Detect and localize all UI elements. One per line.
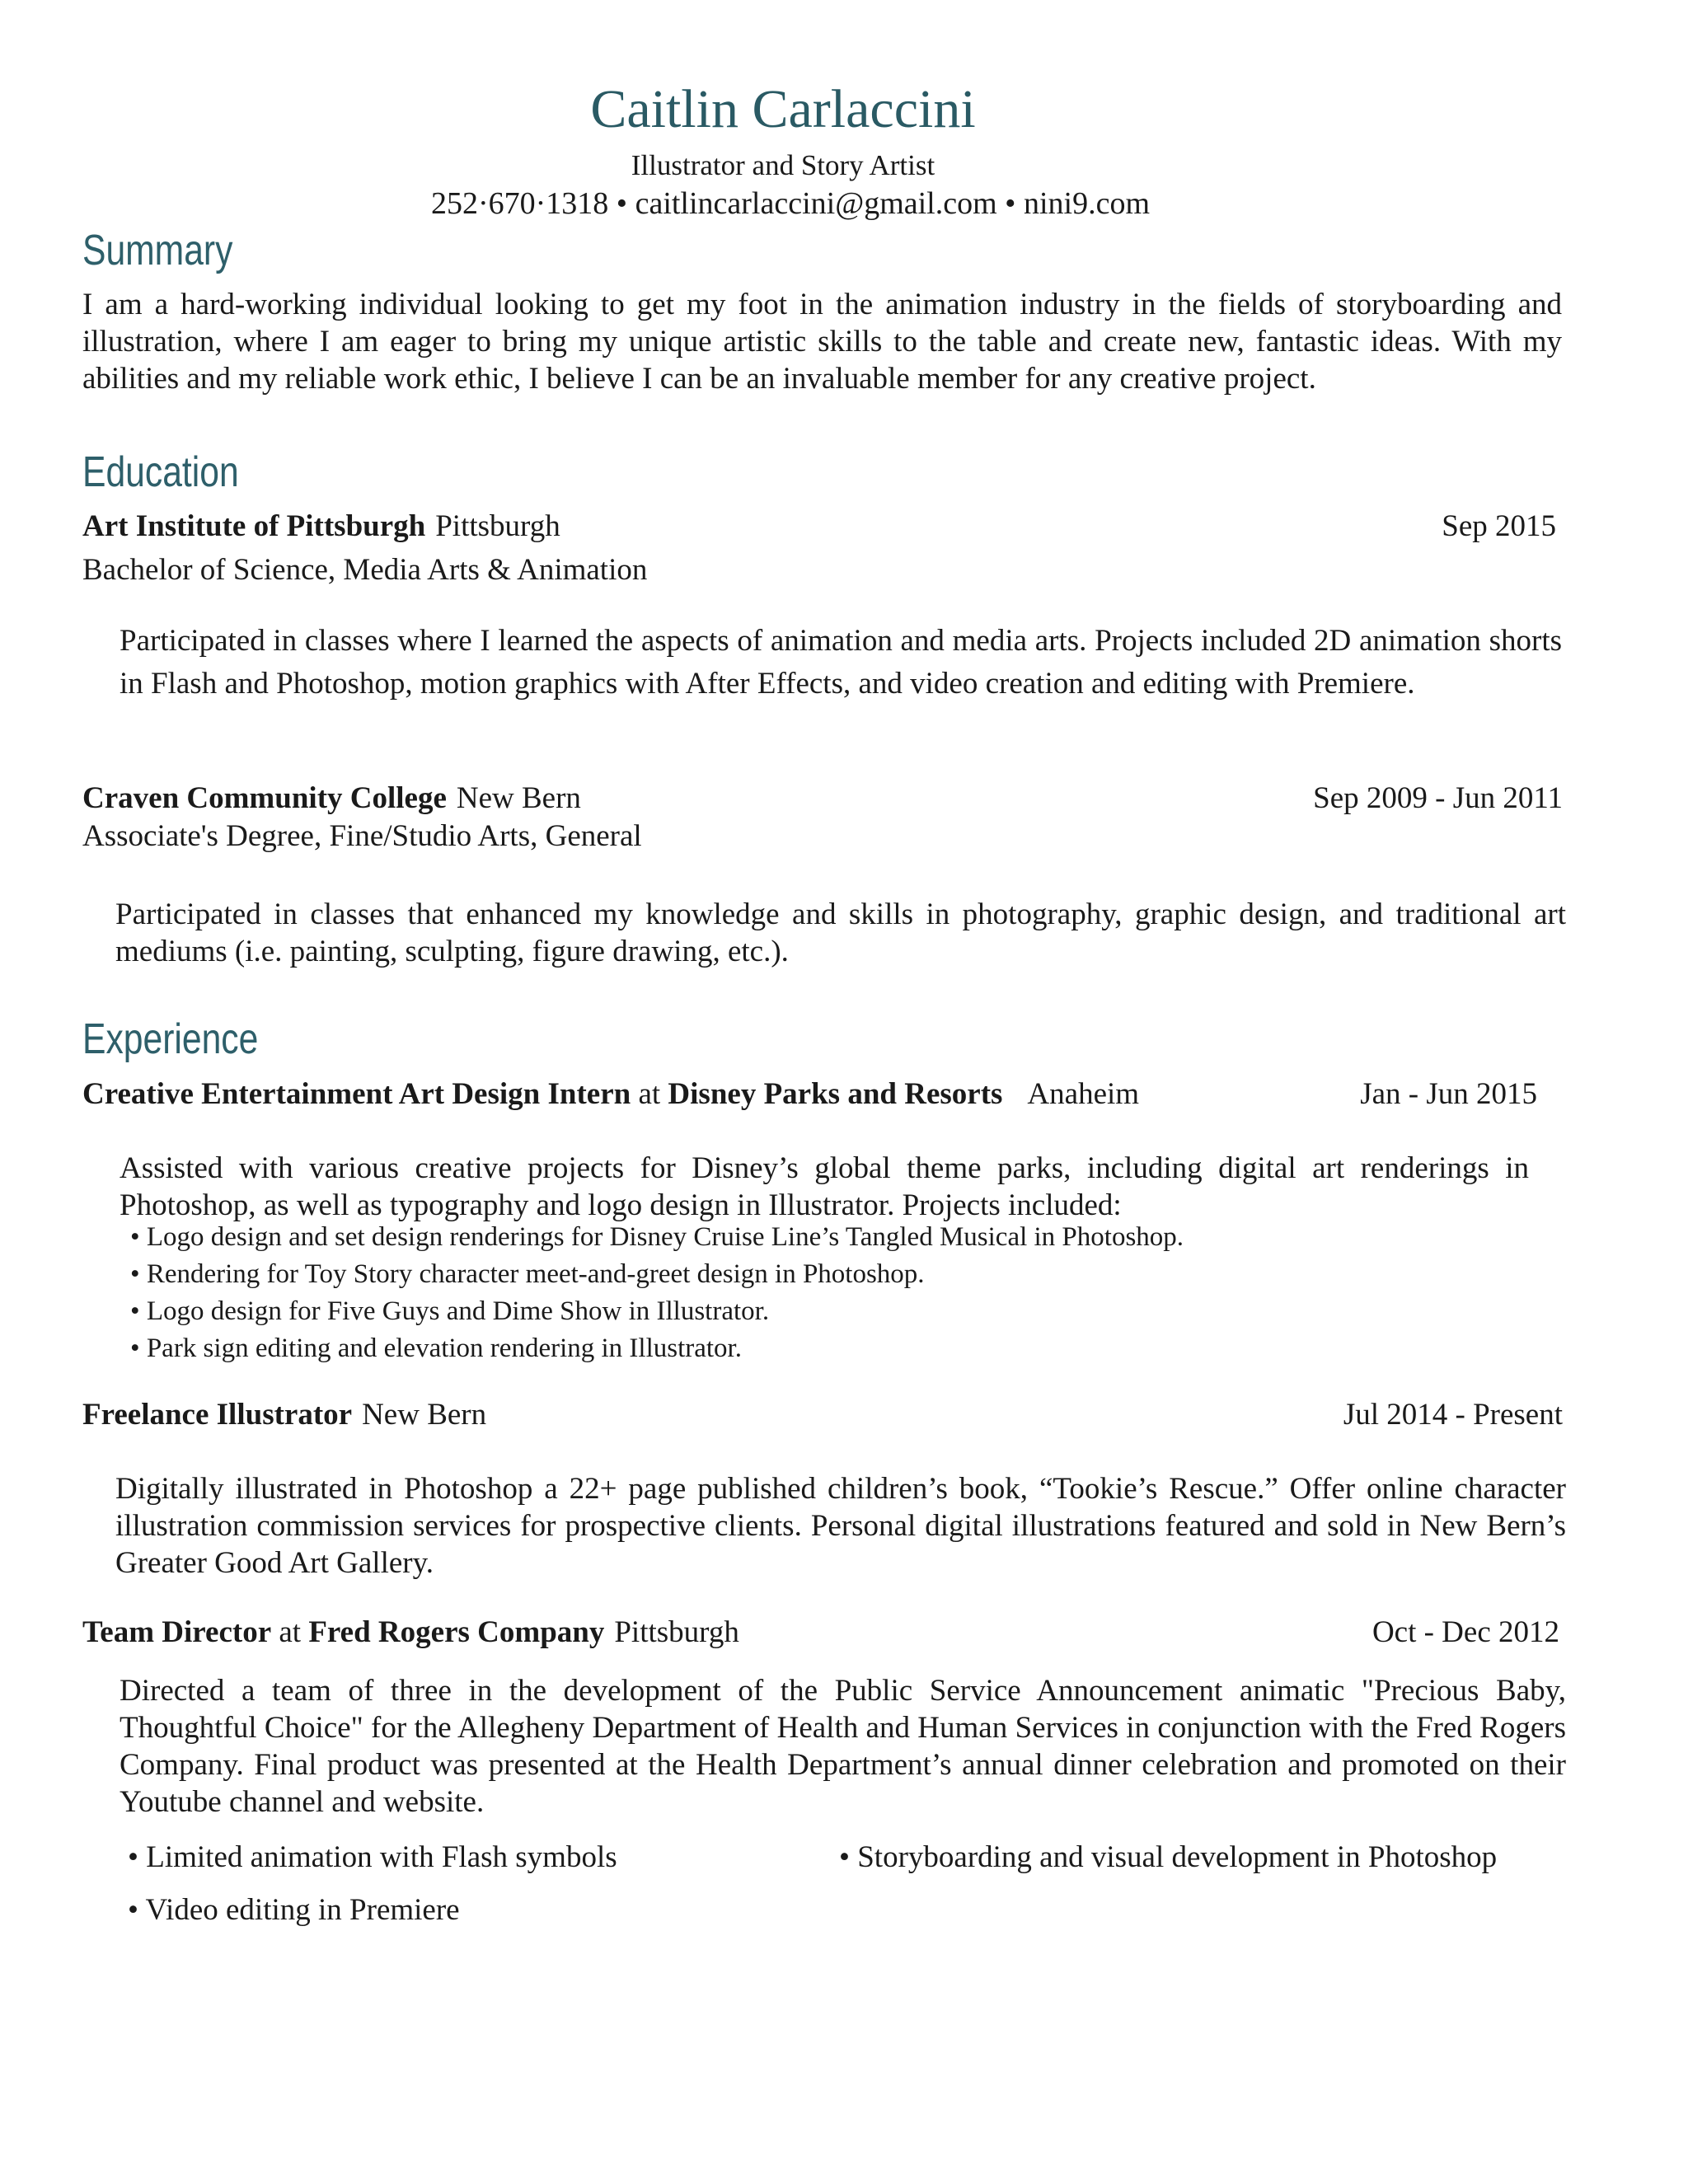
education-entry-2-date: Sep 2009 - Jun 2011 xyxy=(1313,781,1563,815)
list-item: • Rendering for Toy Story character meet-and-greet design in Photoshop. xyxy=(130,1256,1184,1293)
education-entry-1-header xyxy=(82,511,560,541)
school-location: New Bern xyxy=(456,781,581,815)
list-item: • Park sign editing and elevation rendering in Illustrator. xyxy=(130,1330,1184,1367)
experience-entry-1-date: Jan - Jun 2015 xyxy=(1360,1077,1537,1111)
education-entry-1-degree: Bachelor of Science, Media Arts & Animation xyxy=(82,553,648,587)
job-company: Disney Parks and Resorts xyxy=(668,1077,1003,1111)
experience-entry-1-header xyxy=(82,1079,1139,1109)
experience-entry-1-description: Assisted with various creative projects for Disney’s global theme parks, including digital art renderings in Photoshop, as well as typography and logo design in Illustrator. Projects included: xyxy=(120,1151,1529,1222)
job-company: Fred Rogers Company xyxy=(308,1615,605,1649)
job-location: Anaheim xyxy=(1027,1077,1140,1111)
school-location: Pittsburgh xyxy=(435,509,560,543)
list-item: • Limited animation with Flash symbols xyxy=(128,1842,617,1872)
experience-entry-3-header xyxy=(82,1617,739,1647)
education-entry-2-degree: Associate's Degree, Fine/Studio Arts, General xyxy=(82,819,642,853)
job-location: New Bern xyxy=(362,1398,487,1432)
education-entry-2-description: Participated in classes that enhanced my knowledge and skills in photography, graphic design, and traditional art mediums (i.e. painting, sculpting, figure drawing, etc.). xyxy=(115,898,1566,968)
education-heading: Education xyxy=(82,448,239,496)
experience-heading: Experience xyxy=(82,1015,259,1063)
applicant-name: Caitlin Carlaccini xyxy=(590,79,976,139)
job-at: at xyxy=(279,1615,302,1649)
contact-line: 252·670·1318 • caitlincarlaccini@gmail.com • nini9.com xyxy=(430,186,1151,221)
list-item: • Video editing in Premiere xyxy=(128,1895,460,1925)
experience-entry-2-header xyxy=(82,1399,486,1430)
list-item: • Storyboarding and visual development in Photoshop xyxy=(839,1842,1497,1872)
experience-entry-3-description: Directed a team of three in the development of the Public Service Announcement animatic "Precious Baby, Thoughtful Choice" for the Allegheny Department of Health and Human Services in conjunction with the Fred Rogers Company. Final product was presented at the Health Department’s annual dinner celebration and promoted on their Youtube channel and website. xyxy=(120,1674,1566,1819)
job-location: Pittsburgh xyxy=(614,1615,739,1649)
experience-entry-2-date: Jul 2014 - Present xyxy=(1343,1398,1563,1432)
school-name: Art Institute of Pittsburgh xyxy=(82,509,426,543)
job-at: at xyxy=(638,1077,661,1111)
experience-entry-2-description: Digitally illustrated in Photoshop a 22+ page published children’s book, “Tookie’s Rescue.” Offer online character illustration commission services for prospective clients. Personal digital illustrations featured and sold in New Bern’s Greater Good Art Gallery. xyxy=(115,1472,1566,1580)
summary-heading: Summary xyxy=(82,227,233,274)
experience-entry-3-date: Oct - Dec 2012 xyxy=(1372,1615,1559,1649)
applicant-title: Illustrator and Story Artist xyxy=(631,149,935,181)
list-item: • Logo design and set design renderings for Disney Cruise Line’s Tangled Musical in Photoshop. xyxy=(130,1219,1184,1256)
education-entry-2-header xyxy=(82,783,581,813)
school-name: Craven Community College xyxy=(82,781,447,815)
job-role: Creative Entertainment Art Design Intern xyxy=(82,1077,631,1111)
experience-entry-1-bullets xyxy=(130,1219,1184,1367)
education-entry-1-description: Participated in classes where I learned the aspects of animation and media arts. Projects included 2D animation shorts in Flash and Photoshop, motion graphics with After Effects, and video creation and editing with Premiere. xyxy=(120,624,1562,701)
summary-text: I am a hard-working individual looking to get my foot in the animation industry in the fields of storyboarding and illustration, where I am eager to bring my unique artistic skills to the table and create new, fantastic ideas. With my abilities and my reliable work ethic, I believe I can be an invaluable member for any creative project. xyxy=(82,288,1562,396)
education-entry-1-date: Sep 2015 xyxy=(1442,509,1556,543)
job-role: Team Director xyxy=(82,1615,272,1649)
job-role: Freelance Illustrator xyxy=(82,1398,353,1432)
list-item: • Logo design for Five Guys and Dime Show in Illustrator. xyxy=(130,1293,1184,1330)
